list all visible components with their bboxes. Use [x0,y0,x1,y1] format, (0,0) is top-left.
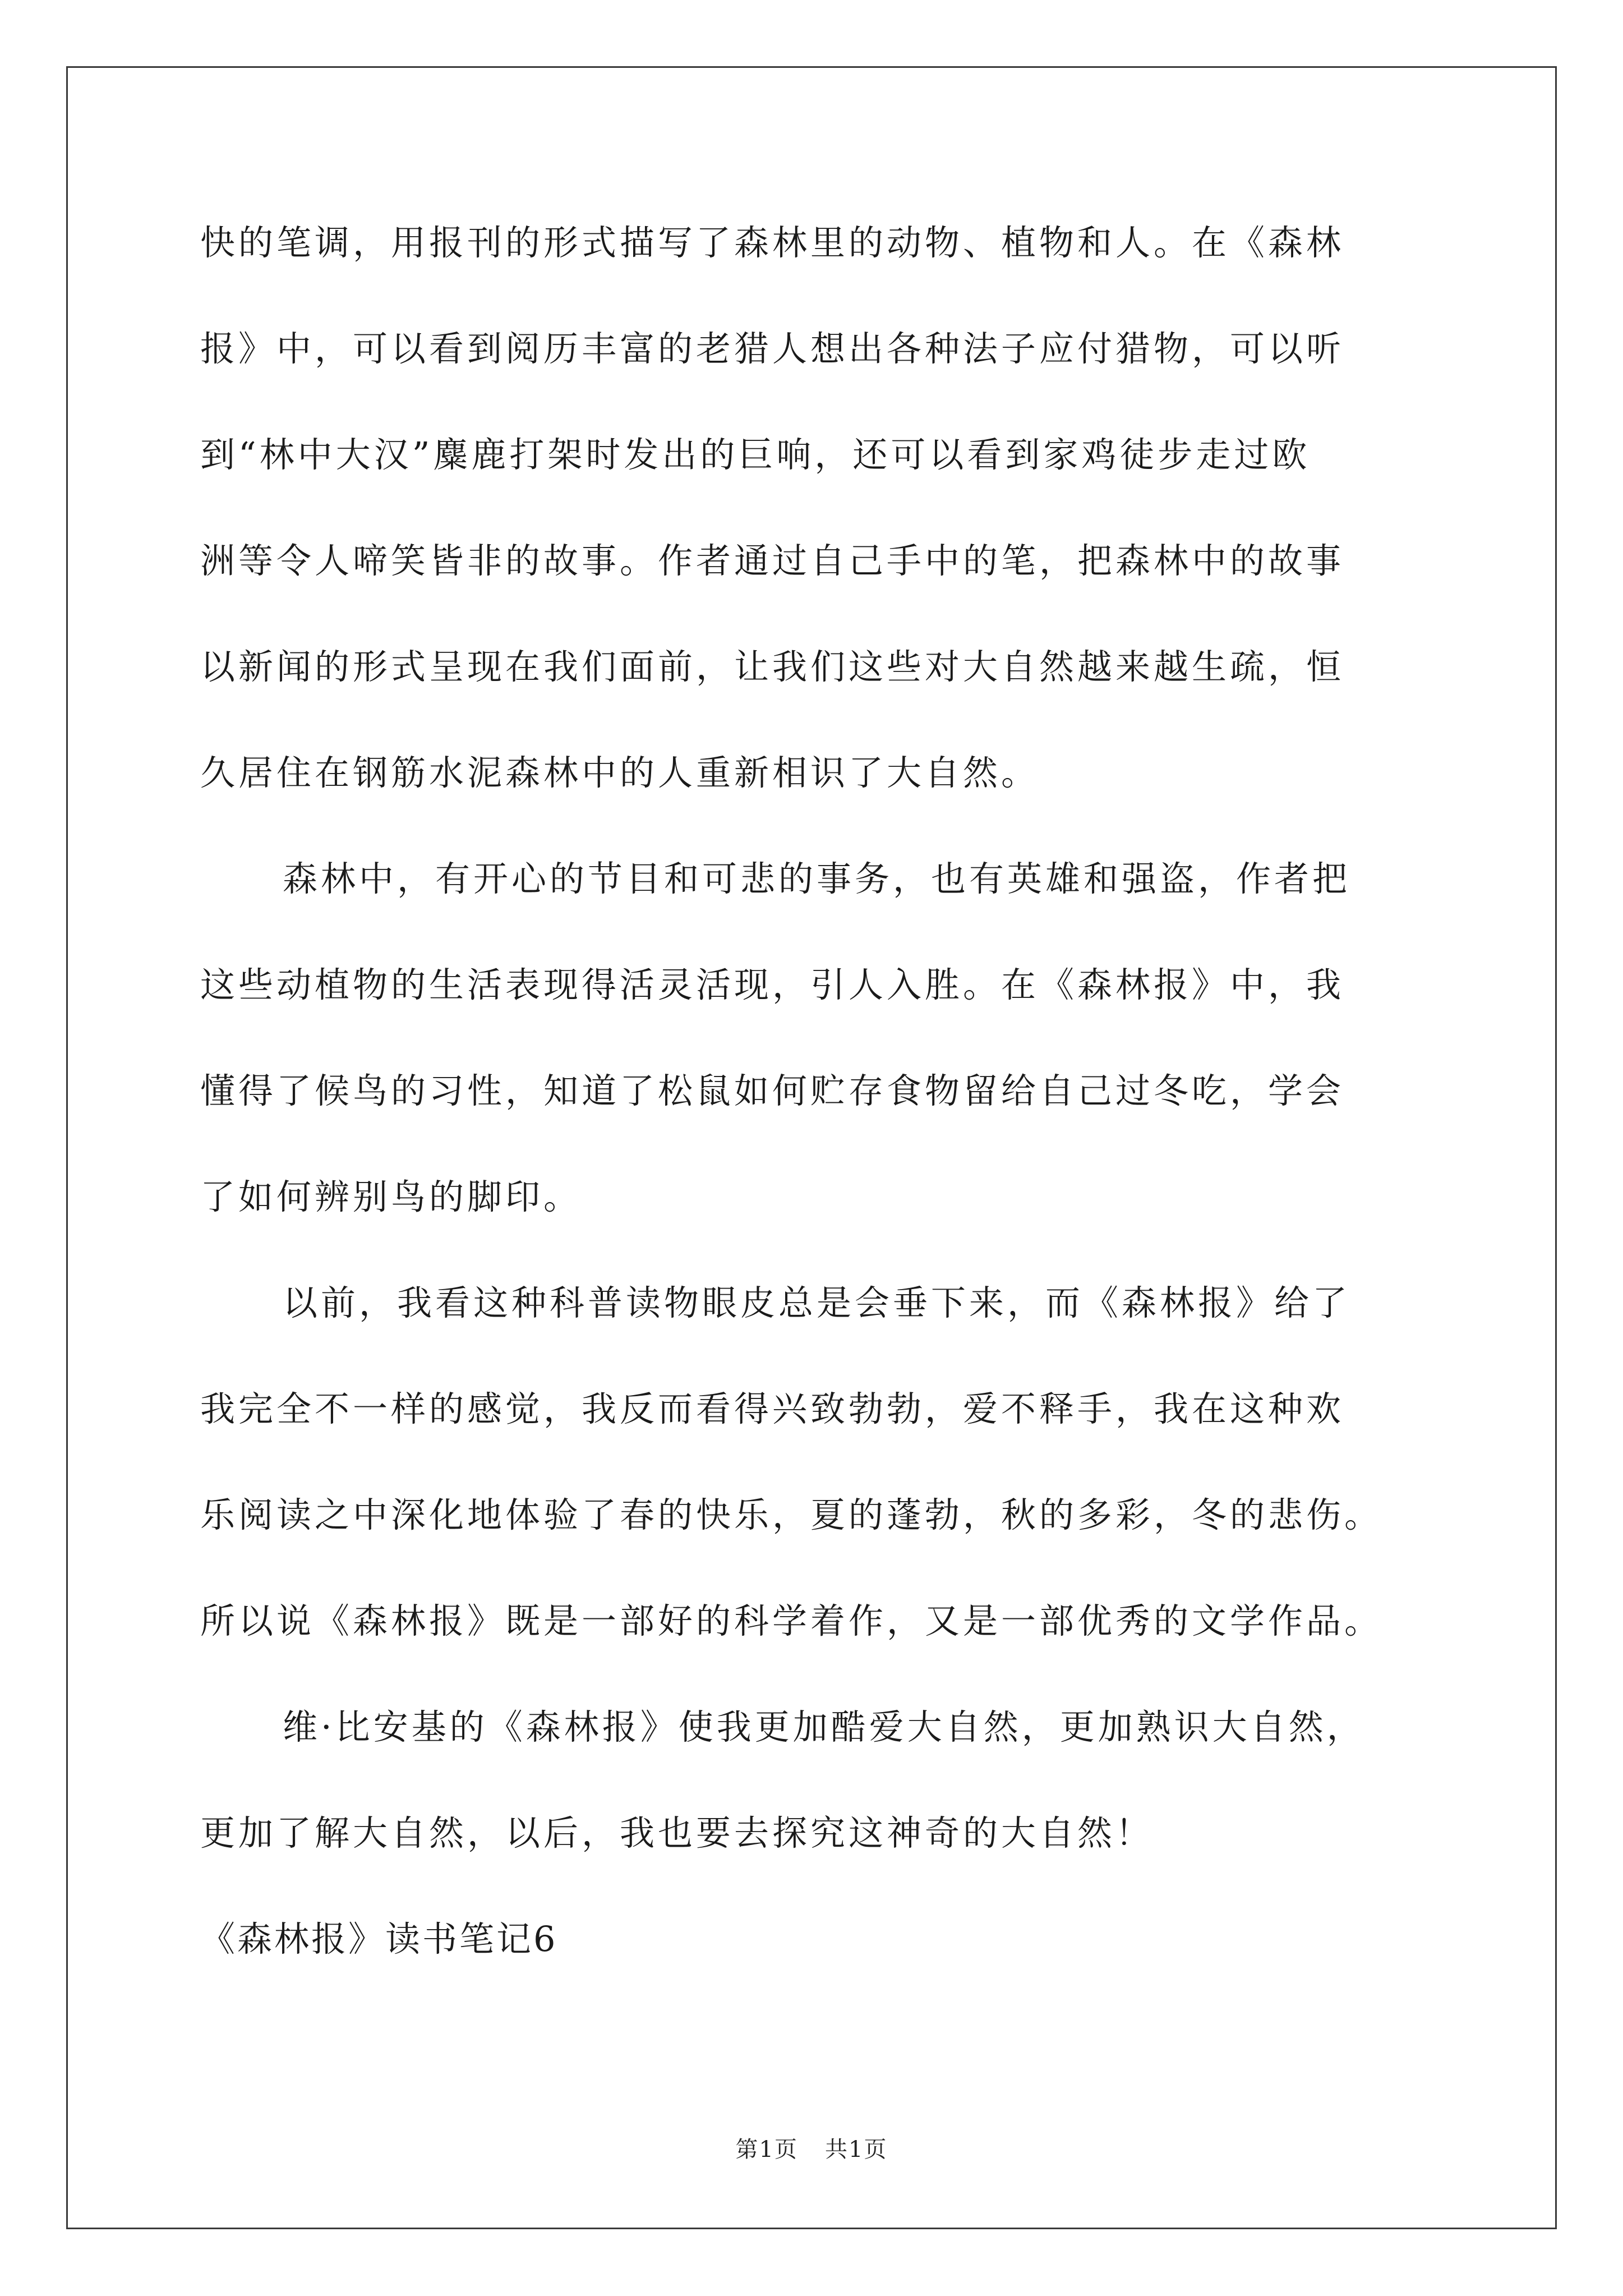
text-line: 更加了解大自然，以后，我也要去探究这神奇的大自然！ [200,1812,1154,1853]
text-line: 乐阅读之中深化地体验了春的快乐，夏的蓬勃，秋的多彩，冬的悲伤。 [200,1494,1383,1535]
text-line: 快的笔调，用报刊的形式描写了森林里的动物、植物和人。在《森林 [200,222,1345,263]
text-line: 以前，我看这种科普读物眼皮总是会垂下来，而《森林报》给了 [283,1282,1351,1323]
page-total: 共1页 [825,2137,888,2162]
paragraph-1 [200,222,1479,794]
paragraph-4 [200,1706,1479,1855]
text-line: 所以说《森林报》既是一部好的科学着作，又是一部优秀的文学作品。 [200,1600,1383,1641]
text-line: 久居住在钢筋水泥森林中的人重新相识了大自然。 [200,752,1040,793]
text-line: 懂得了候鸟的习性，知道了松鼠如何贮存食物留给自己过冬吃，学会 [200,1070,1345,1111]
text-line: 报》中，可以看到阅历丰富的老猎人想出各种法子应付猎物，可以听 [200,328,1345,369]
text-line: 维·比安基的《森林报》使我更加酷爱大自然，更加熟识大自然， [283,1706,1365,1747]
page-number: 第1页 [735,2137,798,2162]
section-heading: 《森林报》读书笔记6 [200,1918,558,1959]
paragraph-3 [200,1282,1479,1642]
text-line: 这些动植物的生活表现得活灵活现，引人入胜。在《森林报》中，我 [200,964,1345,1005]
text-line: 洲等令人啼笑皆非的故事。作者通过自己手中的笔，把森林中的故事 [200,540,1345,581]
text-line: 以新闻的形式呈现在我们面前，让我们这些对大自然越来越生疏，恒 [200,646,1345,687]
page-footer [0,2132,1623,2164]
text-line: 到“林中大汉”麋鹿打架时发出的巨响，还可以看到家鸡徒步走过欧 [200,434,1311,475]
text-line: 了如何辨别鸟的脚印。 [200,1176,582,1217]
text-line: 我完全不一样的感觉，我反而看得兴致勃勃，爱不释手，我在这种欢 [200,1388,1345,1429]
document-body [200,222,1479,1961]
text-line: 森林中，有开心的节目和可悲的事务，也有英雄和强盗，作者把 [283,858,1351,899]
paragraph-2 [200,858,1479,1218]
